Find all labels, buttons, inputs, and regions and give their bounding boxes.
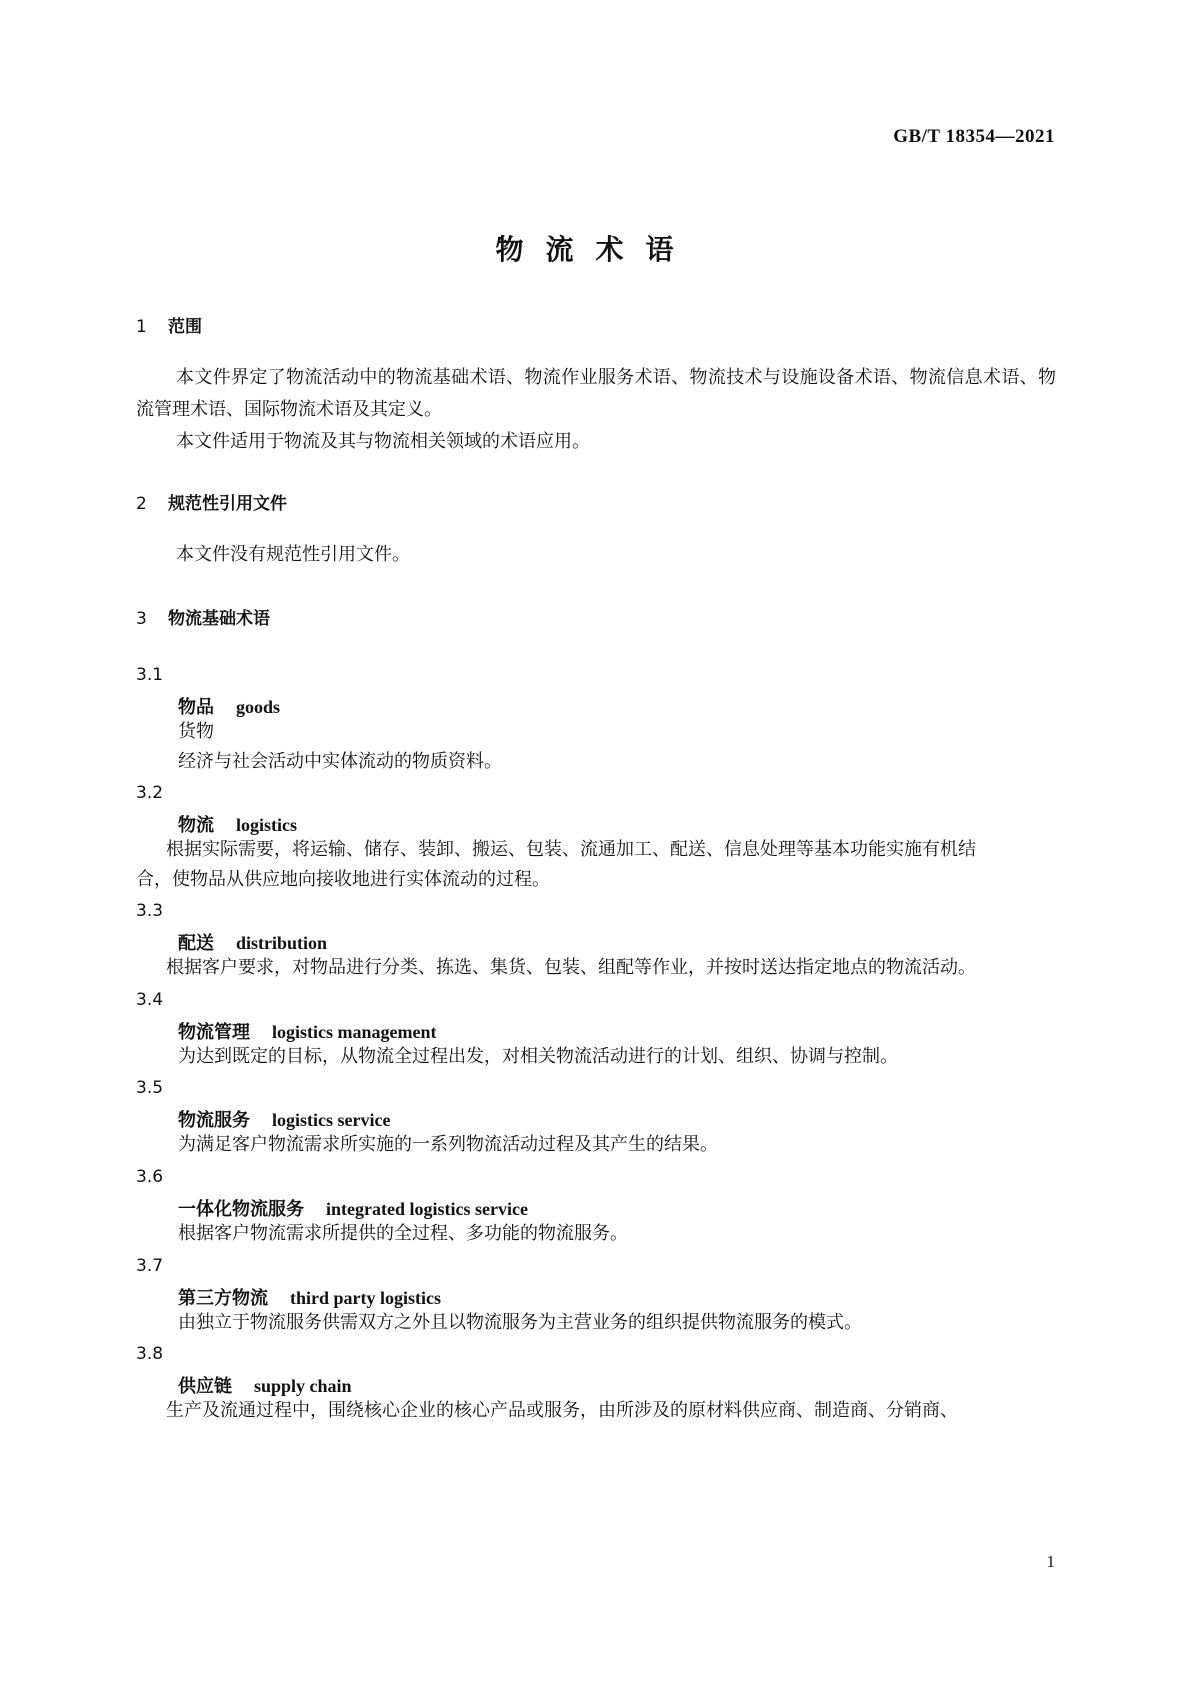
term-zh: 供应链 xyxy=(178,1376,232,1397)
term-definition: 为达到既定的目标，从物流全过程出发，对相关物流活动进行的计划、组织、协调与控制。 xyxy=(178,1046,898,1067)
section-number: 1 xyxy=(136,317,147,337)
term-zh: 配送 xyxy=(178,933,214,954)
term-en: integrated logistics service xyxy=(326,1199,528,1219)
term-number: 3.5 xyxy=(136,1078,164,1098)
term-en: goods xyxy=(236,697,281,717)
term-definition: 由独立于物流服务供需双方之外且以物流服务为主营业务的组织提供物流服务的模式。 xyxy=(178,1312,862,1333)
term-en: third party logistics xyxy=(290,1288,441,1308)
document-code: GB/T 18354—2021 xyxy=(893,126,1055,147)
section-number: 2 xyxy=(136,494,147,514)
term-zh: 物品 xyxy=(178,697,214,718)
term-number: 3.7 xyxy=(136,1256,164,1276)
term-en: supply chain xyxy=(254,1376,352,1396)
term-definition: 生产及流通过程中，围绕核心企业的核心产品或服务，由所涉及的原材料供应商、制造商、分销商、 xyxy=(166,1400,958,1421)
section-title: 物流基础术语 xyxy=(168,609,270,629)
term-definition: 为满足客户物流需求所实施的一系列物流活动过程及其产生的结果。 xyxy=(178,1134,718,1155)
page-number: 1 xyxy=(1046,1552,1055,1571)
section-title: 范围 xyxy=(168,317,202,337)
term-definition: 根据客户物流需求所提供的全过程、多功能的物流服务。 xyxy=(178,1223,628,1244)
term-en: logistics service xyxy=(272,1110,391,1130)
section-number: 3 xyxy=(136,609,147,629)
section-heading-normative-references xyxy=(136,489,287,514)
term-zh: 物流管理 xyxy=(178,1022,250,1043)
term-number: 3.8 xyxy=(136,1344,164,1364)
scope-paragraph-2: 本文件适用于物流及其与物流相关领域的术语应用。 xyxy=(176,431,590,452)
section-title: 规范性引用文件 xyxy=(168,494,287,514)
page-title: 物流术语 xyxy=(495,233,696,266)
section-heading-basic-terms xyxy=(136,604,270,629)
term-zh: 物流 xyxy=(178,815,214,836)
term-number: 3.2 xyxy=(136,783,164,803)
term-definition-line-2: 合，使物品从供应地向接收地进行实体流动的过程。 xyxy=(136,869,550,890)
term-zh: 一体化物流服务 xyxy=(178,1199,304,1220)
scope-paragraph-1: 本文件界定了物流活动中的物流基础术语、物流作业服务术语、物流技术与设施设备术语、物流信息术语、物流管理术语、国际物流术语及其定义。 xyxy=(136,367,1056,420)
normative-references-paragraph: 本文件没有规范性引用文件。 xyxy=(176,544,410,565)
section-heading-scope xyxy=(136,312,202,337)
term-definition-line-1: 根据实际需要，将运输、储存、装卸、搬运、包装、流通加工、配送、信息处理等基本功能实施有机结 xyxy=(166,839,976,860)
term-en: logistics management xyxy=(272,1022,437,1042)
term-number: 3.4 xyxy=(136,990,164,1010)
term-number: 3.1 xyxy=(136,665,164,685)
term-synonym: 货物 xyxy=(178,721,214,742)
term-definition: 根据客户要求，对物品进行分类、拣选、集货、包装、组配等作业，并按时送达指定地点的物流活动。 xyxy=(166,957,976,978)
term-number: 3.3 xyxy=(136,901,164,921)
term-number: 3.6 xyxy=(136,1167,164,1187)
term-definition: 经济与社会活动中实体流动的物质资料。 xyxy=(178,751,502,772)
term-zh: 物流服务 xyxy=(178,1110,250,1131)
term-zh: 第三方物流 xyxy=(178,1288,268,1309)
term-en: logistics xyxy=(236,815,297,835)
term-en: distribution xyxy=(236,933,328,953)
